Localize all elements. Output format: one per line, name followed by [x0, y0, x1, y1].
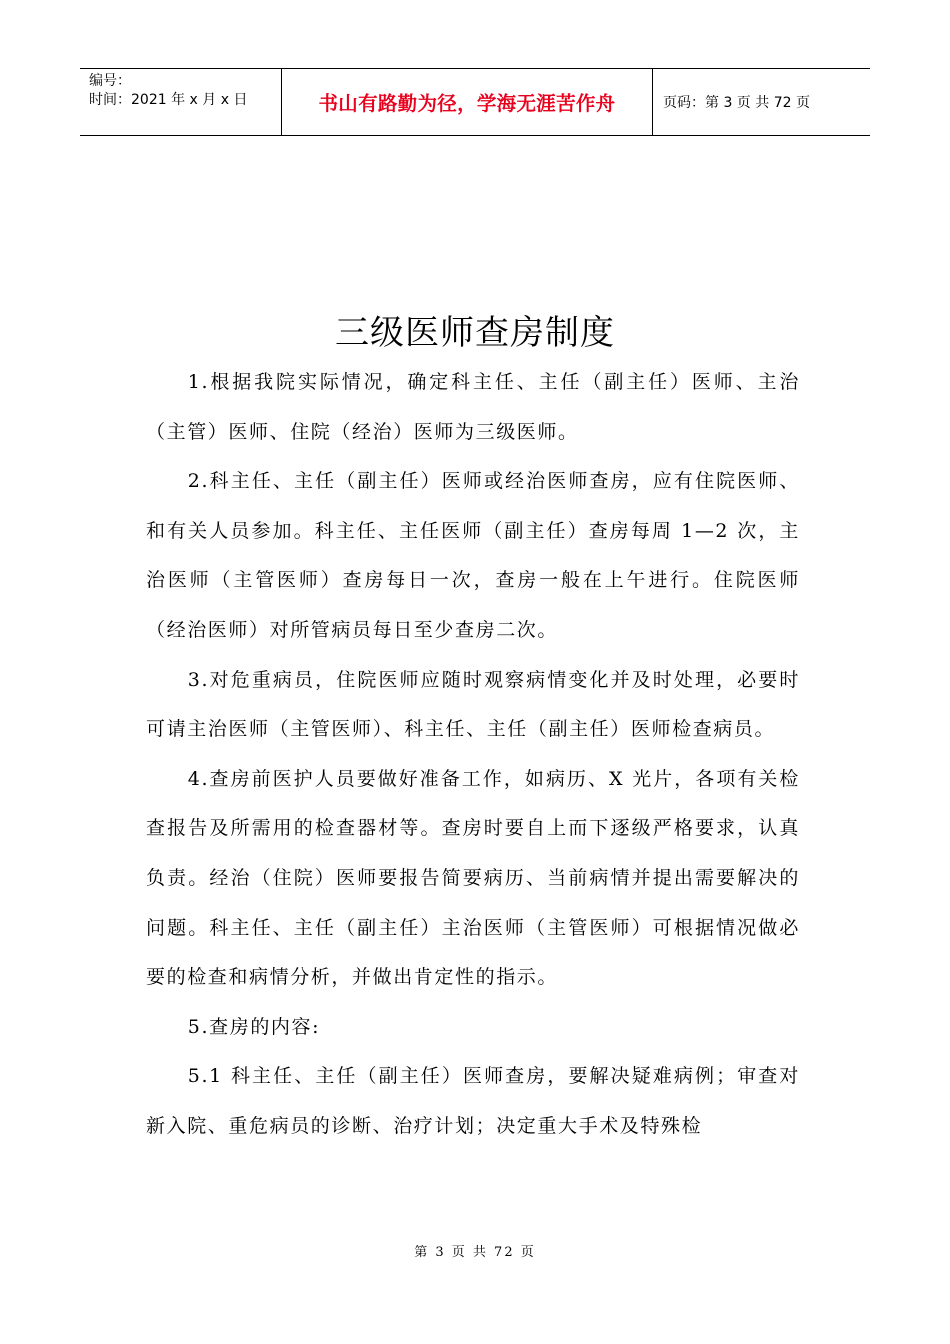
header-number-label: 编号： — [89, 73, 131, 89]
paragraph-5: 5.查房的内容: — [187, 1015, 321, 1038]
paragraph-5-1: 5.1 科主任、主任（副主任）医师查房，要解决疑难病例；审查对新入院、重危病员的诊断、治疗计划；决定重大手术及特殊检 — [146, 1065, 800, 1137]
document-header — [80, 68, 870, 136]
document-title: 三级医师查房制度 — [335, 313, 615, 353]
header-meta — [80, 69, 282, 135]
paragraph-2: 2.科主任、主任（副主任）医师或经治医师查房，应有住院医师、和有关人员参加。科主任、主任医师（副主任）查房每周 1—2 次，主治医师（主管医师）查房每日一次，查房一般在上午进行。住院医师（经治医师）对所管病员每日至少查房二次。 — [146, 470, 800, 641]
paragraph-3: 3.对危重病员，住院医师应随时观察病情变化并及时处理，必要时可请主治医师（主管医师）、科主任、主任（副主任）医师检查病员。 — [146, 668, 800, 741]
paragraph-1: 1.根据我院实际情况，确定科主任、主任（副主任）医师、主治（主管）医师、住院（经治）医师为三级医师。 — [146, 371, 800, 443]
header-motto: 书山有路勤为径，学海无涯苦作舟 — [282, 69, 653, 135]
paragraph-4: 4.查房前医护人员要做好准备工作，如病历、X 光片，各项有关检查报告及所需用的检查器材等。查房时要自上而下逐级严格要求，认真负责。经治（住院）医师要报告简要病历、当前病情并提出需要解决的问题。科主任、主任（副主任）主治医师（主管医师）可根据情况做必要的检查和病情分析，并做出肯定性的指示。 — [146, 767, 800, 989]
header-time-label: 时间：2021 年 x 月 x 日 — [89, 92, 248, 108]
document-body — [146, 358, 800, 1152]
page-footer: 第 3 页 共 72 页 — [414, 1245, 536, 1260]
header-page-info: 页码：第 3 页 共 72 页 — [663, 95, 810, 111]
